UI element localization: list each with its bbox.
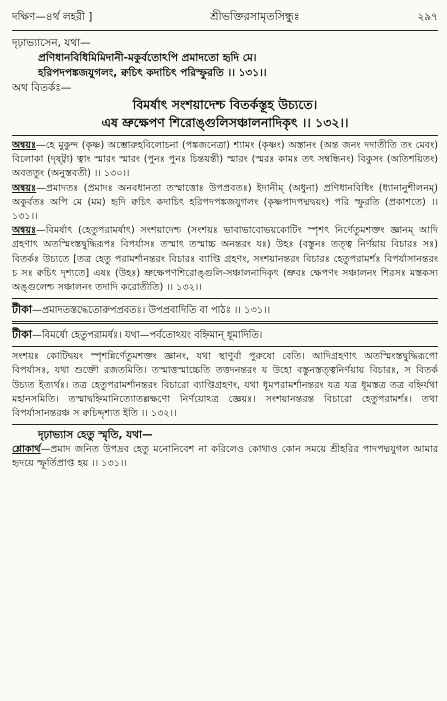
vitarka-heading: অথ বিতর্কঃ— (12, 82, 72, 94)
anvaya-label: অন্বয়ঃ (12, 225, 37, 237)
section-heading: দৃঢ়াভ্যাসেন, যথা— (12, 37, 91, 49)
divider (12, 135, 438, 136)
anvaya-132 (12, 224, 438, 295)
tika-131 (12, 302, 438, 318)
tika-label: টীকা (12, 303, 33, 317)
divider (12, 346, 438, 347)
tika-text: —বিমর্ষো হেতুপরামর্ষঃ। যথা—পর্বতোঽয়ং বহ্নিমান্ ধূমাদিতি। (32, 330, 263, 342)
divider (12, 298, 438, 299)
anvaya-label: অন্বয়ঃ (12, 182, 37, 194)
verse-131-line-1: প্রণিধানবিধিমিমিদানী-মকুর্বতোঽপি প্রমাদতো হৃদি মে। (38, 52, 257, 64)
header-left: দক্ষিণ—৪র্থ লহরী ] (12, 11, 93, 23)
verse-131-line-2: হরিপদপঙ্কজযুগলং, ক্বচিৎ কদাচিৎ পরিস্ফুরতি ।। ১৩১।। (38, 67, 267, 79)
tika-132 (12, 327, 438, 343)
footer-heading: দৃঢ়াভ্যাস হেতু স্মৃতি, যথা— (38, 429, 153, 442)
commentary: সংশয়ঃ কোটিদ্বয়ং স্পৃশন্নির্ণেতুমশক্তং জ্ঞানং, যথা স্থাণুর্বা পুরুষো বেতি। আদিগ্রহণাৎ অতস্মিংস্তদ্বুদ্ধিরূপো বিপর্যাসঃ, যথা শুক্তৌ রজতমিতি। তস্মাত্তস্মাচ্চেতি তত্তদনন্তরং য উহো বস্তুনস্তত্ত্বনির্ণয়ায় বিচারঃ, স বিতর্ক উচ্যত ইত্যর্থঃ। তত্র হেতুপরামর্শানন্তরং বিচারো ব্যাপ্তিগ্রহণং, যথা ধূমপরামর্শানন্তরং যত্র যত্র ধূমস্তত্র তত্র বহ্নির্যথা মহানসমিতি। তস্মাদ্বহ্নিমানিত্যোতল্লক্ষণো নির্ণয়োঽত্র জ্ঞেয়ঃ। সংশয়ানন্তরন্ত বিচারো হেতুপরামর্শঃ। তথা বিপর্যাসানন্তরঞ্চ স ক্বচিদ্দৃশ্যত ইতি ।। ১৩২।। (12, 351, 438, 420)
shlokartha-label: শ্লোকার্থ (12, 444, 41, 456)
anvaya-text: —প্রমাদতঃ (প্রমাদঃ অনবধানতা তস্মাত্তোঃ উপপ্রবতঃ) ইদানীম্ (অধুনা) প্রণিধানবিধিং (ধ্যানানুশীলনম্) অকুর্বতঃ অপি মে (মম) হৃদি ক্বচিৎ কদাচিৎ হরিপদপঙ্কজযুগলং (কৃষ্ণপাদপদ্মদ্বয়ং) পরি স্ফুরতি (প্রকাশতে) ।। ১৩১।। (12, 182, 438, 223)
page (12, 8, 438, 472)
running-header (12, 8, 438, 31)
anvaya-text: —বিমর্ষাৎ (হেতুপরামর্ষাৎ) সংশয়াদেশ্চ (সংশয়ঃ ভাবাভাবোভয়কোটিং স্পৃশৎ নির্ণেতুমশক্তং জ্ঞানম্ আদি গ্রহণাৎ অতস্মিংস্তদ্বুদ্ধিরূপঃ বিপর্যাসঃ তস্মাৎ তস্মাচ্চ অনন্তরং যঃ) উহঃ (বস্তুনঃ তত্ত্ব নির্ণয়ায় বিচারঃ সঃ) বিতর্কঃ উচ্যতে [তত্র হেতু পরামর্শানন্তরং বিচারঃ ব্যাপ্তি গ্রহণং, সংশয়ানন্তরং বিচারঃ হেতুপরামর্শঃ বিপর্যাসানন্তরং চ সঃ ক্বচিৎ দৃশ্যতে] এষঃ (উহঃ) ভ্রুক্ষেপণশিরোঙ্গুলি-সঞ্চালনাদিকৃৎ (ভ্রুবঃ ক্ষেপণং সঞ্চালনং শিরসঃ মস্তকস্য অঙ্গুলেশ্চ সঞ্চালনং তদাদি করোতীতি) ।। ১৩২।। (12, 225, 438, 294)
divider (12, 424, 438, 425)
anvaya-text: —হে মুকুন্দ (কৃষ্ণ) অম্ভোরুহবিলোচনা (পঙ্কজনেত্রা) শ্যামং (কৃষ্ণং) অস্তানং (অন্ত জনং দদাতীতি তং মেবং) বিলোকা (দৃষ্ট্বা) ত্বাং স্মারং স্মারং (পুনঃ পুনঃ চিন্তয়ন্তী) স্মারং (স্মরঃ কামঃ তৎ সম্বন্ধিনং) বিকুসং (অতিশয়িতং) অবততুং (অনুস্তবতী) ।। ১৩০।। (12, 140, 438, 180)
divider (12, 321, 438, 324)
tika-text: —প্রমাদতস্তদ্ধেতোরুপপ্রবতঃ। উপপ্রবাদিতি বা পাঠঃ ।। ১৩১।। (32, 305, 271, 317)
anvaya-label: অন্বয়ঃ (12, 140, 37, 151)
shlokartha-text: —প্রমাদ জনিত উপদ্রব হেতু মনোনিবেশ না করিলেও কোথাও কোন সময়ে শ্রীহরির পাদপদ্মযুগল আমার হৃদয়ে স্ফূর্তিপ্রাপ্ত হয় ।। ১৩১।। (12, 444, 438, 470)
header-title: শ্রীভক্তিরসামৃতসিন্ধুঃ (210, 10, 300, 23)
anvaya-130 (12, 139, 438, 182)
shlokartha (12, 443, 438, 471)
anvaya-131 (12, 182, 438, 225)
tika-label: টীকা (12, 328, 33, 342)
verse-132-line-2: এষ ভ্রুক্ষেপণ শিরোঙ্গুলিসঞ্চালনাদিকৃৎ ।। ১৩২।। (101, 115, 349, 130)
verse-132-line-1: বিমর্ষাৎ সংশয়াদেশ্চ বিতর্কস্তূহ উচ্যতে। (132, 97, 318, 112)
page-number: ২৯৭ (417, 11, 438, 23)
